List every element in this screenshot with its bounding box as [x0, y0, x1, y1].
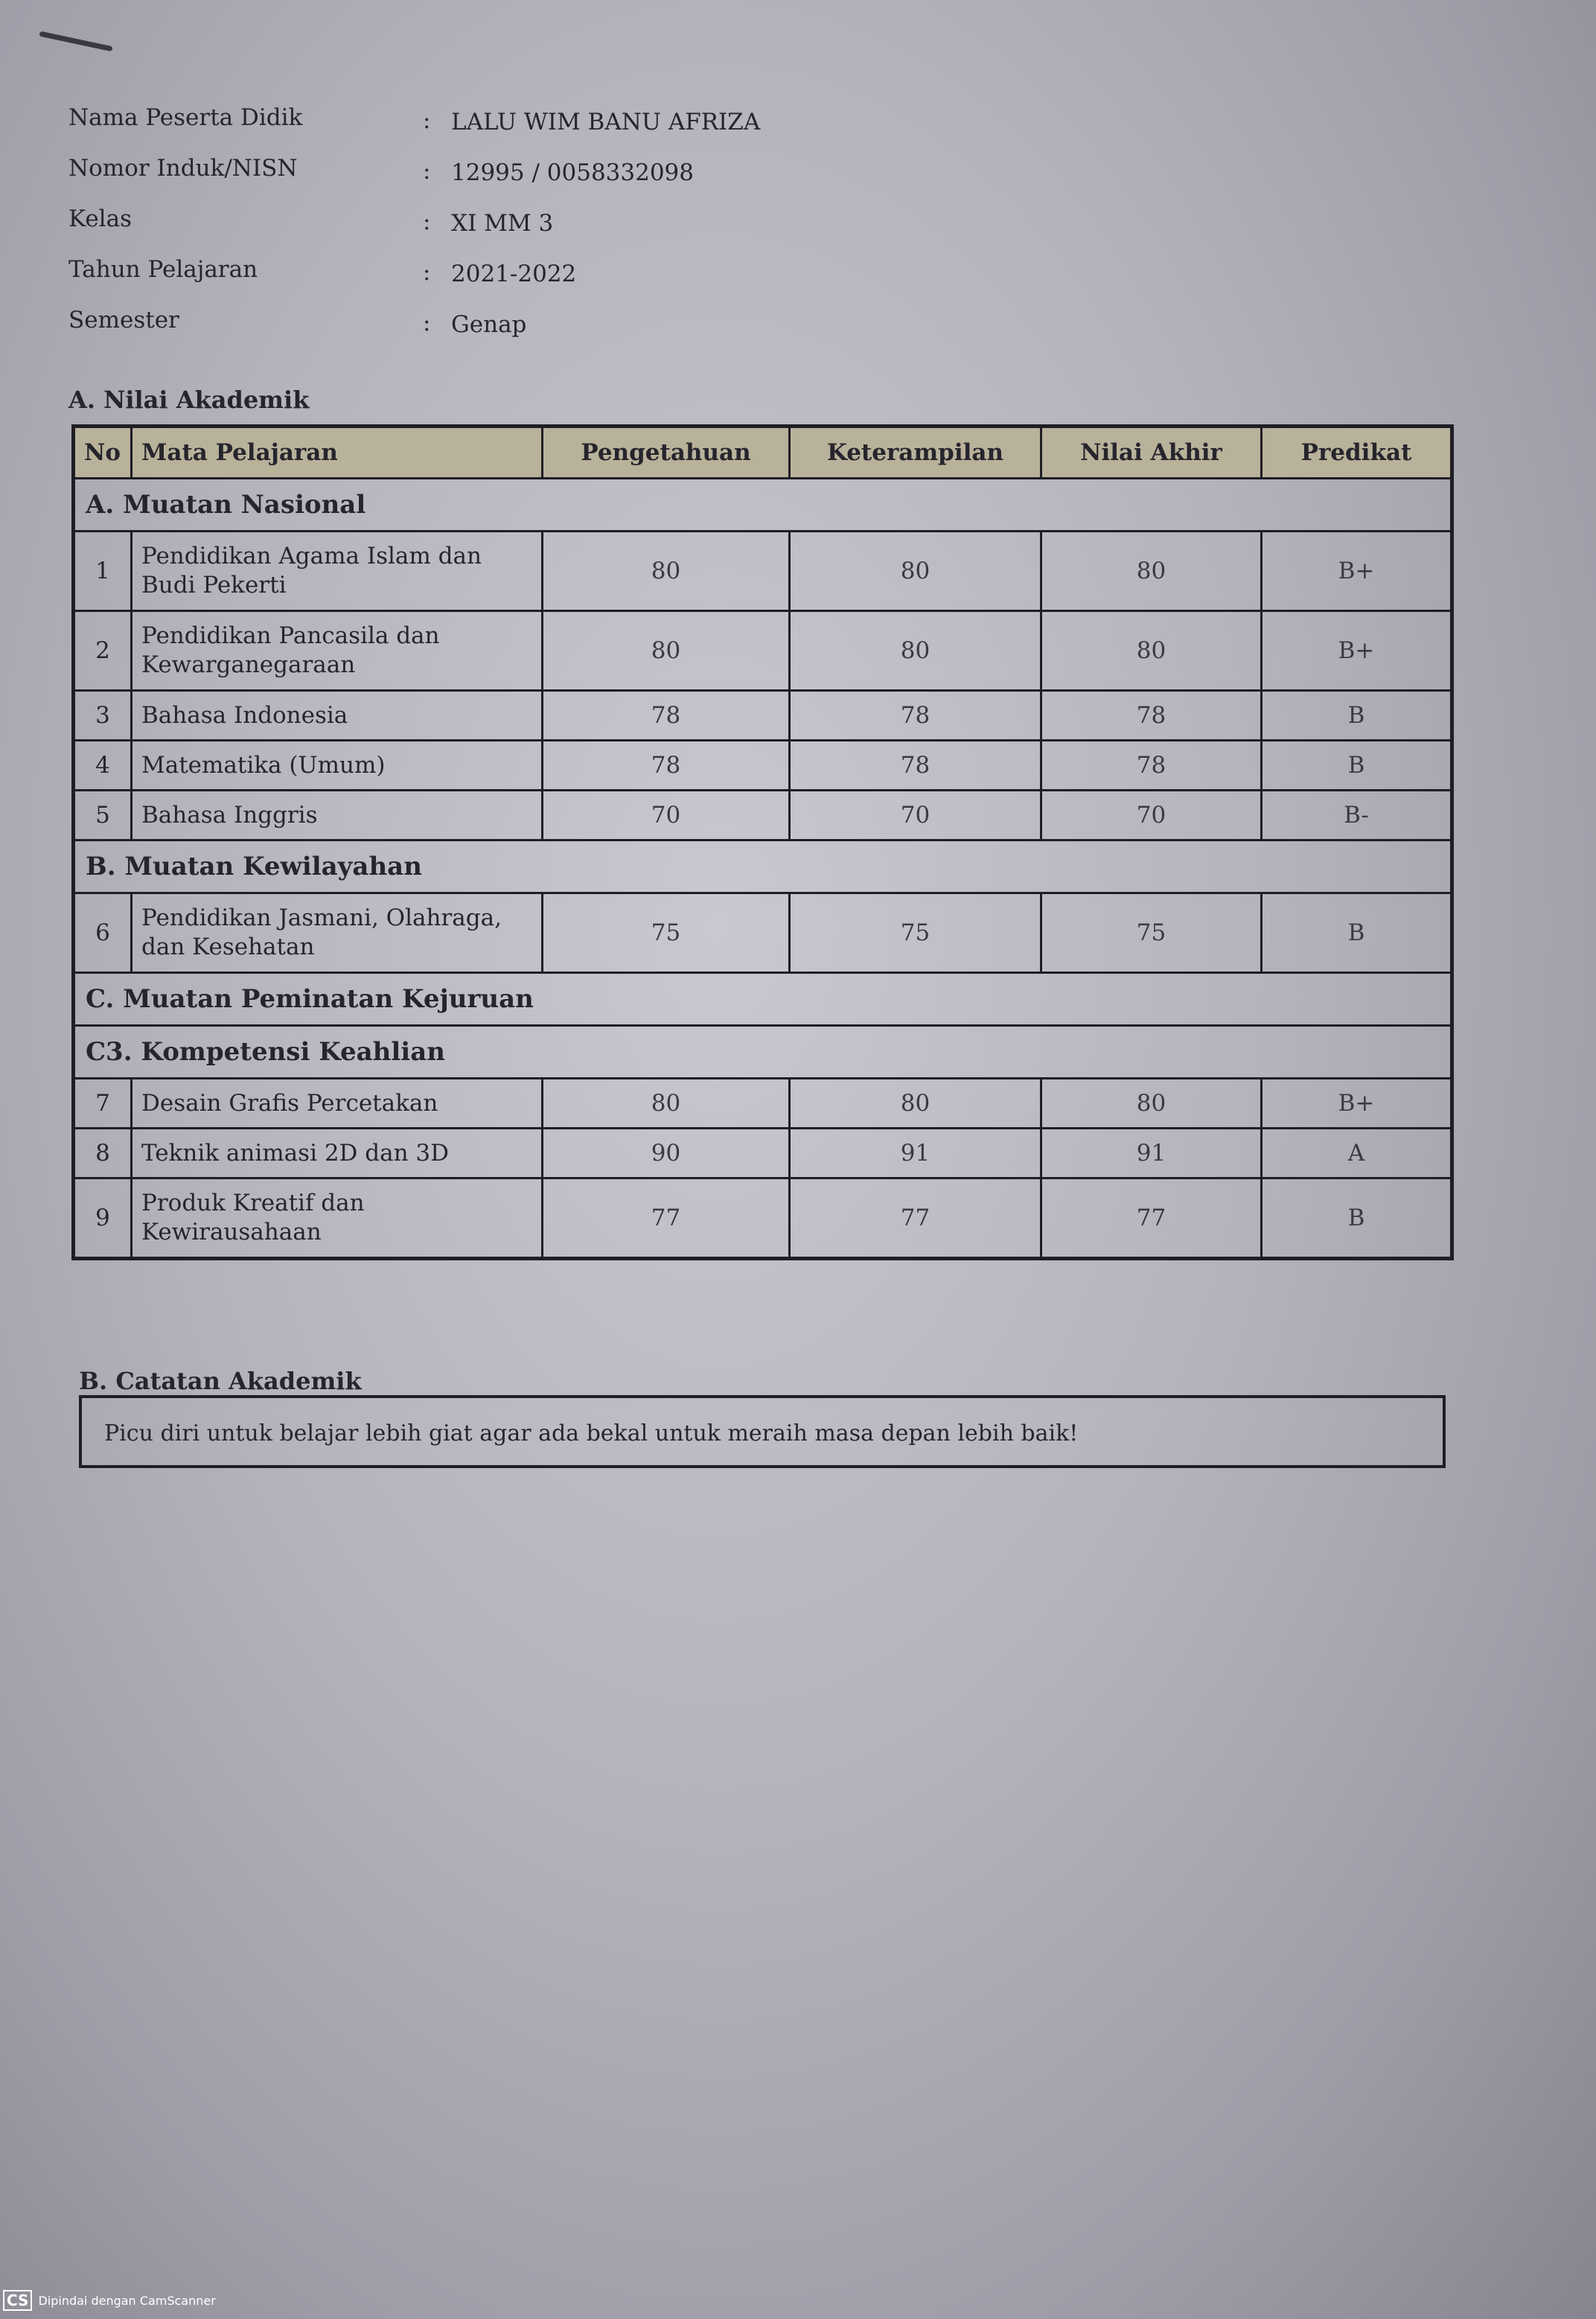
info-value-nama: LALU WIM BANU AFRIZA	[451, 109, 761, 135]
info-value-nisn: 12995 / 0058332098	[451, 159, 694, 186]
table-row	[74, 1079, 1452, 1129]
cell-subject: Produk Kreatif dan Kewirausahaan	[132, 1178, 543, 1259]
cell-subject: Bahasa Inggris	[132, 791, 543, 840]
cell-no: 1	[74, 532, 132, 611]
info-label: Nama Peserta Didik	[68, 104, 303, 131]
header-no: No	[74, 427, 132, 479]
section-title-catatan-akademik: B. Catatan Akademik	[79, 1367, 362, 1395]
info-value-kelas: XI MM 3	[451, 210, 554, 237]
group-label: A. Muatan Nasional	[74, 479, 1452, 532]
header-pengetahuan: Pengetahuan	[543, 427, 790, 479]
info-row-semester	[68, 307, 1111, 357]
group-row	[74, 840, 1452, 893]
catatan-text: Picu diri untuk belajar lebih giat agar ada bekal untuk meraih masa depan lebih baik!	[104, 1420, 1079, 1446]
table-row	[74, 611, 1452, 691]
cell-nilai-akhir: 91	[1041, 1129, 1262, 1178]
cell-predikat: B+	[1262, 532, 1452, 611]
cell-keterampilan: 80	[790, 1079, 1041, 1129]
cell-predikat: B-	[1262, 791, 1452, 840]
cell-predikat: B	[1262, 741, 1452, 791]
cell-nilai-akhir: 78	[1041, 691, 1262, 741]
cell-subject: Pendidikan Jasmani, Olahraga, dan Kesehatan	[132, 893, 543, 973]
cell-predikat: A	[1262, 1129, 1452, 1178]
header-nilai-akhir: Nilai Akhir	[1041, 427, 1262, 479]
info-colon: :	[423, 158, 431, 185]
cell-keterampilan: 80	[790, 532, 1041, 611]
table-header-row	[74, 427, 1452, 479]
cell-keterampilan: 77	[790, 1178, 1041, 1259]
table-row	[74, 741, 1452, 791]
table-row	[74, 691, 1452, 741]
header-keterampilan: Keterampilan	[790, 427, 1041, 479]
cell-nilai-akhir: 77	[1041, 1178, 1262, 1259]
table-row	[74, 532, 1452, 611]
info-label: Semester	[68, 307, 179, 334]
info-row-tahun	[68, 256, 1111, 307]
info-value-semester: Genap	[451, 311, 527, 338]
cell-subject: Teknik animasi 2D dan 3D	[132, 1129, 543, 1178]
cell-nilai-akhir: 75	[1041, 893, 1262, 973]
group-row	[74, 973, 1452, 1026]
info-colon: :	[423, 310, 431, 336]
cell-pengetahuan: 78	[543, 741, 790, 791]
cell-pengetahuan: 90	[543, 1129, 790, 1178]
cell-pengetahuan: 75	[543, 893, 790, 973]
cell-subject: Pendidikan Pancasila dan Kewarganegaraan	[132, 611, 543, 691]
info-colon: :	[423, 208, 431, 235]
cell-no: 9	[74, 1178, 132, 1259]
info-colon: :	[423, 107, 431, 134]
cell-subject: Pendidikan Agama Islam dan Budi Pekerti	[132, 532, 543, 611]
cell-subject: Matematika (Umum)	[132, 741, 543, 791]
cell-pengetahuan: 80	[543, 611, 790, 691]
cell-no: 6	[74, 893, 132, 973]
cell-nilai-akhir: 70	[1041, 791, 1262, 840]
section-title-nilai-akademik: A. Nilai Akademik	[68, 386, 310, 414]
header-mata-pelajaran: Mata Pelajaran	[132, 427, 543, 479]
cell-pengetahuan: 70	[543, 791, 790, 840]
info-label: Nomor Induk/NISN	[68, 155, 298, 182]
cell-pengetahuan: 78	[543, 691, 790, 741]
cell-keterampilan: 70	[790, 791, 1041, 840]
table-row	[74, 1129, 1452, 1178]
cell-nilai-akhir: 80	[1041, 1079, 1262, 1129]
group-label: C3. Kompetensi Keahlian	[74, 1026, 1452, 1079]
group-row	[74, 479, 1452, 532]
camscanner-text: Dipindai dengan CamScanner	[38, 2293, 216, 2308]
cell-predikat: B+	[1262, 611, 1452, 691]
cell-predikat: B	[1262, 691, 1452, 741]
cell-predikat: B	[1262, 893, 1452, 973]
info-row-nisn	[68, 155, 1111, 205]
student-info	[68, 104, 1111, 357]
cell-no: 4	[74, 741, 132, 791]
cell-no: 2	[74, 611, 132, 691]
cell-keterampilan: 78	[790, 691, 1041, 741]
cell-no: 8	[74, 1129, 132, 1178]
info-value-tahun: 2021-2022	[451, 261, 577, 287]
cell-predikat: B	[1262, 1178, 1452, 1259]
table-row	[74, 1178, 1452, 1259]
cell-no: 5	[74, 791, 132, 840]
catatan-box	[79, 1395, 1446, 1468]
cell-keterampilan: 78	[790, 741, 1041, 791]
cell-subject: Desain Grafis Percetakan	[132, 1079, 543, 1129]
cell-nilai-akhir: 78	[1041, 741, 1262, 791]
cell-keterampilan: 75	[790, 893, 1041, 973]
cell-pengetahuan: 77	[543, 1178, 790, 1259]
group-label: C. Muatan Peminatan Kejuruan	[74, 973, 1452, 1026]
info-row-nama	[68, 104, 1111, 155]
cell-nilai-akhir: 80	[1041, 532, 1262, 611]
info-row-kelas	[68, 205, 1111, 256]
cell-predikat: B+	[1262, 1079, 1452, 1129]
pen-mark	[39, 31, 112, 52]
cell-keterampilan: 91	[790, 1129, 1041, 1178]
group-label: B. Muatan Kewilayahan	[74, 840, 1452, 893]
grades-table	[71, 424, 1454, 1260]
cell-no: 7	[74, 1079, 132, 1129]
info-label: Tahun Pelajaran	[68, 256, 258, 283]
cell-subject: Bahasa Indonesia	[132, 691, 543, 741]
info-colon: :	[423, 259, 431, 286]
cell-no: 3	[74, 691, 132, 741]
header-predikat: Predikat	[1262, 427, 1452, 479]
cell-pengetahuan: 80	[543, 532, 790, 611]
table-row	[74, 791, 1452, 840]
table-row	[74, 893, 1452, 973]
group-row	[74, 1026, 1452, 1079]
cell-pengetahuan: 80	[543, 1079, 790, 1129]
info-label: Kelas	[68, 205, 132, 232]
scanner-watermark	[3, 2290, 216, 2311]
camscanner-logo: CS	[3, 2290, 32, 2311]
cell-nilai-akhir: 80	[1041, 611, 1262, 691]
cell-keterampilan: 80	[790, 611, 1041, 691]
